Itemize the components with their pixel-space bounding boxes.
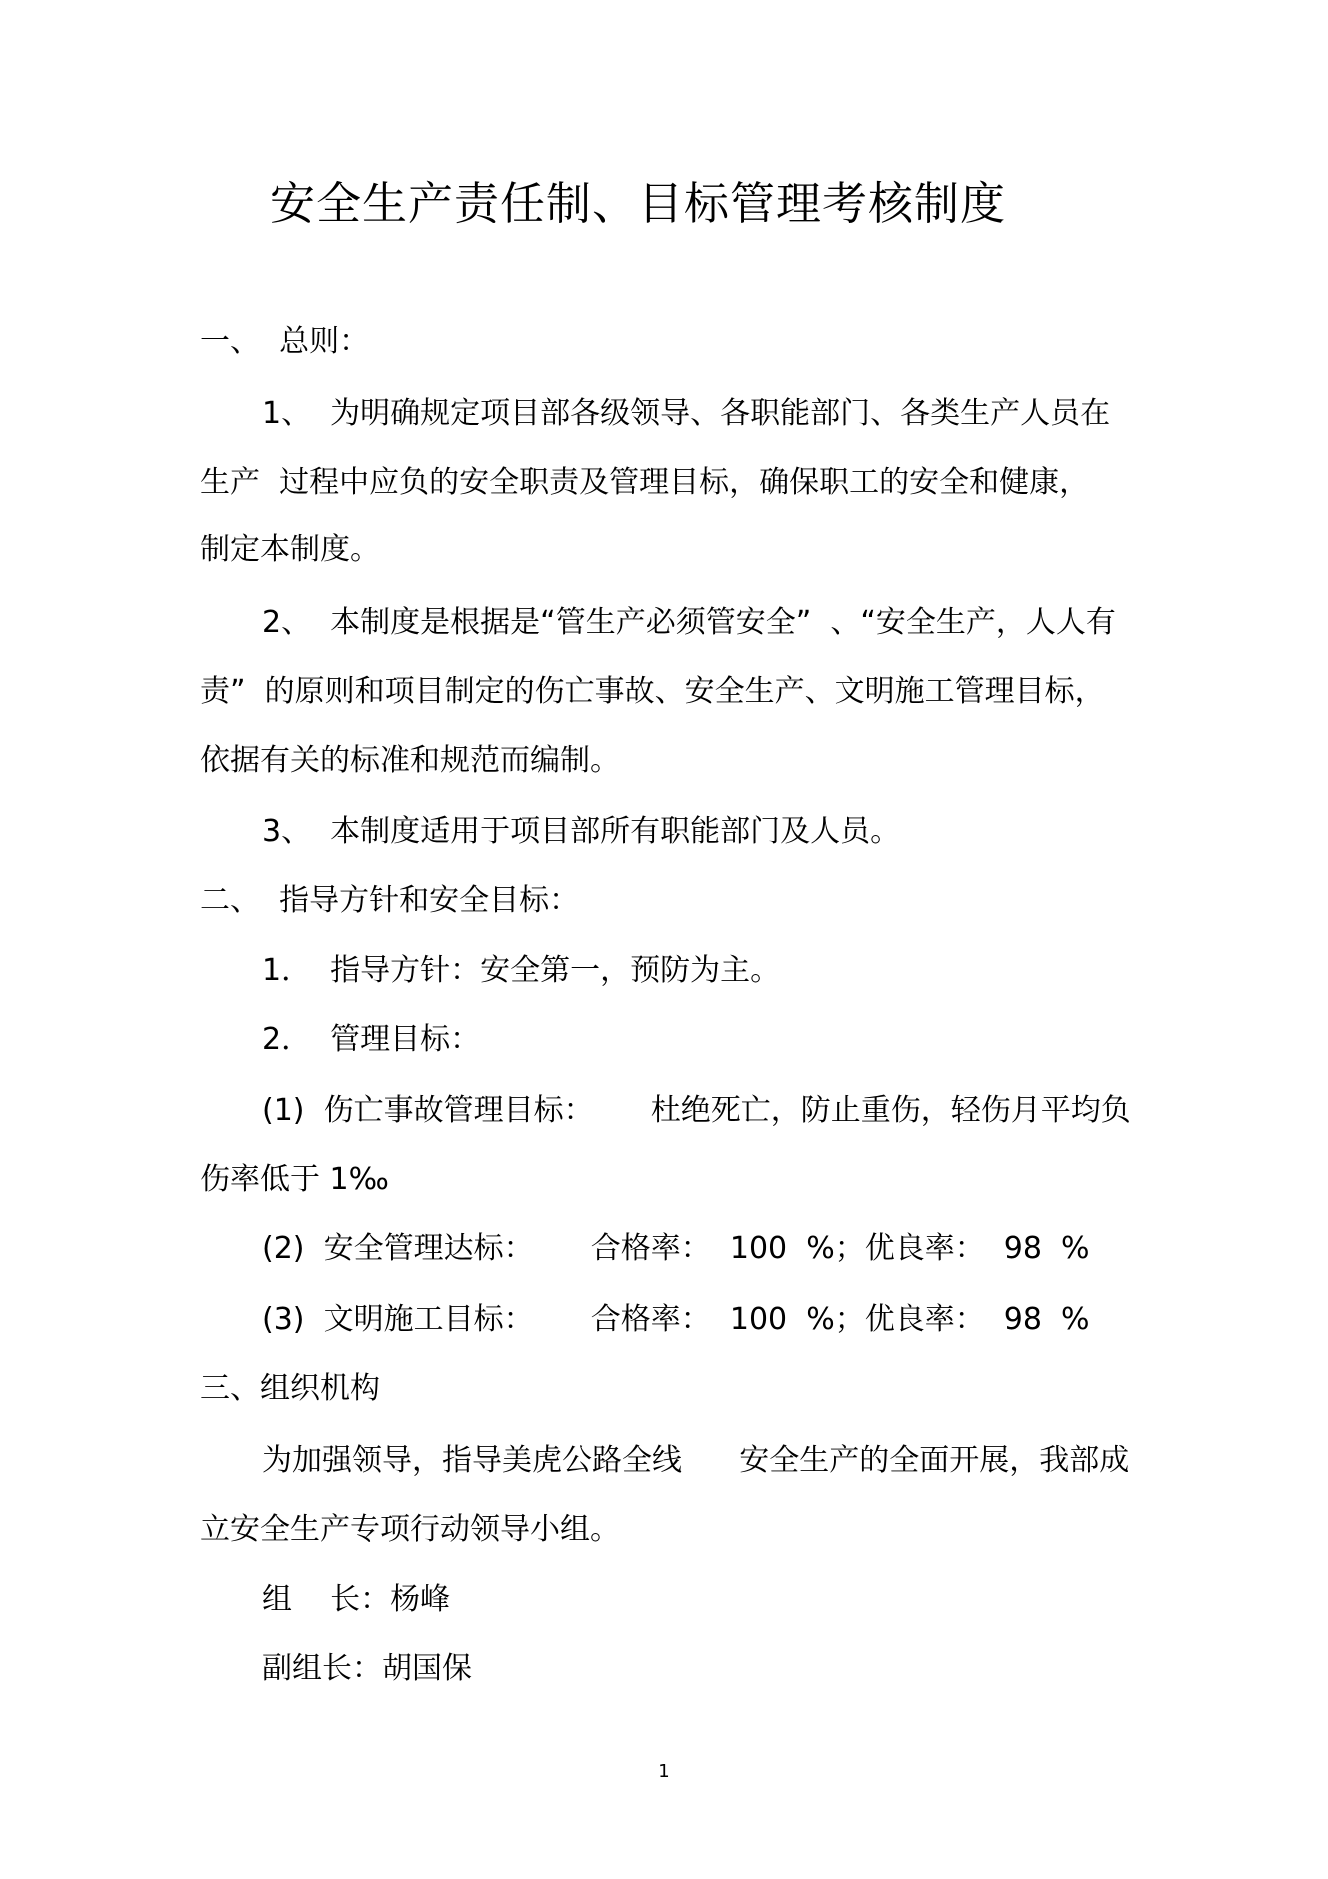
s2-sub1-line2: 伤率低于 1‰ [200, 1162, 389, 1197]
s2-item2: 2． 管理目标： [262, 1022, 481, 1057]
s3-leader: 组 长：杨峰 [262, 1582, 451, 1617]
s1-p3: 3、 本制度适用于项目部所有职能部门及人员。 [262, 814, 901, 849]
s1-p1-line3: 制定本制度。 [200, 532, 380, 567]
section-2-heading: 二、 指导方针和安全目标： [200, 883, 580, 918]
section-3-heading: 三、组织机构 [200, 1371, 380, 1406]
s3-deputy: 副组长：胡国保 [262, 1651, 472, 1686]
s1-p1-line1: 1、 为明确规定项目部各级领导、各职能部门、各类生产人员在 [262, 396, 1111, 431]
s1-p1-line2: 生产 过程中应负的安全职责及管理目标，确保职工的安全和健康， [200, 465, 1090, 500]
s3-p1-line1: 为加强领导，指导美虎公路全线 安全生产的全面开展，我部成 [262, 1443, 1130, 1478]
document-title: 安全生产责任制、目标管理考核制度 [270, 177, 1007, 230]
s1-p2-line1: 2、 本制度是根据是“管生产必须管安全” 、“安全生产，人人有 [262, 605, 1116, 640]
s1-p2-line3: 依据有关的标准和规范而编制。 [200, 743, 620, 778]
s1-p2-line2: 责” 的原则和项目制定的伤亡事故、安全生产、文明施工管理目标， [200, 674, 1105, 709]
s2-sub2: (2) 安全管理达标： 合格率： 100 %；优良率： 98 % [262, 1231, 1090, 1266]
s2-item1: 1． 指导方针：安全第一，预防为主。 [262, 953, 781, 988]
s3-p1-line2: 立安全生产专项行动领导小组。 [200, 1512, 620, 1547]
section-1-heading: 一、 总则： [200, 324, 370, 359]
s2-sub3: (3) 文明施工目标： 合格率： 100 %；优良率： 98 % [262, 1302, 1090, 1337]
s2-sub1-line1: (1) 伤亡事故管理目标： 杜绝死亡，防止重伤，轻伤月平均负 [262, 1093, 1131, 1128]
page-number: 1 [658, 1761, 670, 1782]
